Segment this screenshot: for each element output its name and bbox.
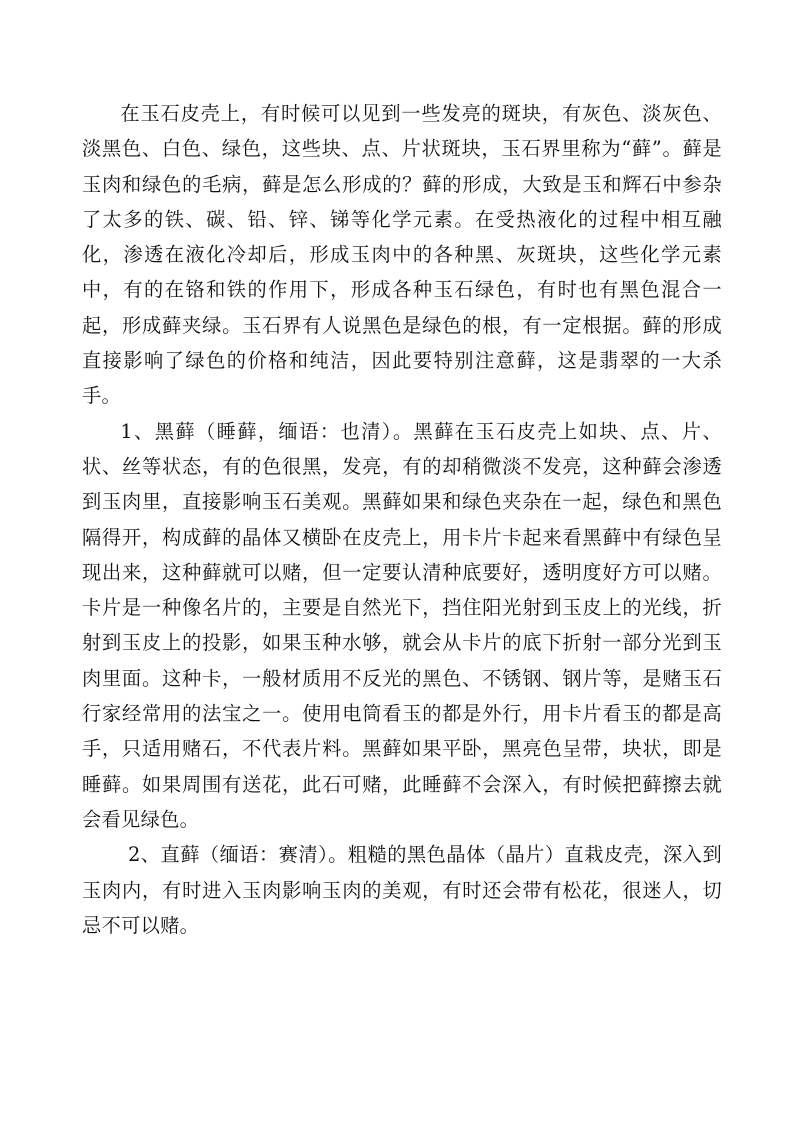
paragraph-black-moss: 1、黑藓（睡藓，缅语：也清）。黑藓在玉石皮壳上如块、点、片、状、丝等状态，有的色很黑，发亮，有的却稍微淡不发亮，这种藓会渗透到玉肉里，直接影响玉石美观。黑藓如果和绿色夹杂在一起，绿色和黑色隔得开，构成藓的晶体又横卧在皮壳上，用卡片卡起来看黑藓中有绿色呈现出来，这种藓就可以赌，但一定要认清种底要好，透明度好方可以赌。卡片是一种像名片的，主要是自然光下，挡住阳光射到玉皮上的光线，折射到玉皮上的投影，如果玉种水够，就会从卡片的底下折射一部分光到玉肉里面。这种卡，一般材质用不反光的黑色、不锈钢、钢片等，是赌玉石行家经常用的法宝之一。使用电筒看玉的都是外行，用卡片看玉的都是高手，只适用赌石，不代表片料。黑藓如果平卧，黑亮色呈带，块状，即是睡藓。如果周围有送花，此石可赌，此睡藓不会深入，有时候把藓擦去就会看见绿色。 — [82, 419, 722, 831]
document-page — [82, 96, 722, 943]
paragraph-intro: 在玉石皮壳上，有时候可以见到一些发亮的斑块，有灰色、淡灰色、淡黑色、白色、绿色，这些块、点、片状斑块，玉石界里称为“藓”。藓是玉肉和绿色的毛病，藓是怎么形成的？藓的形成，大致是玉和辉石中参杂了太多的铁、碳、铅、锌、锑等化学元素。在受热液化的过程中相互融化，渗透在液化冷却后，形成玉肉中的各种黑、灰斑块，这些化学元素中，有的在铬和铁的作用下，形成各种玉石绿色，有时也有黑色混合一起，形成藓夹绿。玉石界有人说黑色是绿色的根，有一定根据。藓的形成直接影响了绿色的价格和纯洁，因此要特别注意藓，这是翡翠的一大杀手。 — [82, 102, 722, 408]
paragraph-straight-moss: 2、直藓（缅语：赛清）。粗糙的黑色晶体（晶片）直栽皮壳，深入到玉肉内，有时进入玉肉影响玉肉的美观，有时还会带有松花，很迷人，切忌不可以赌。 — [82, 843, 722, 937]
